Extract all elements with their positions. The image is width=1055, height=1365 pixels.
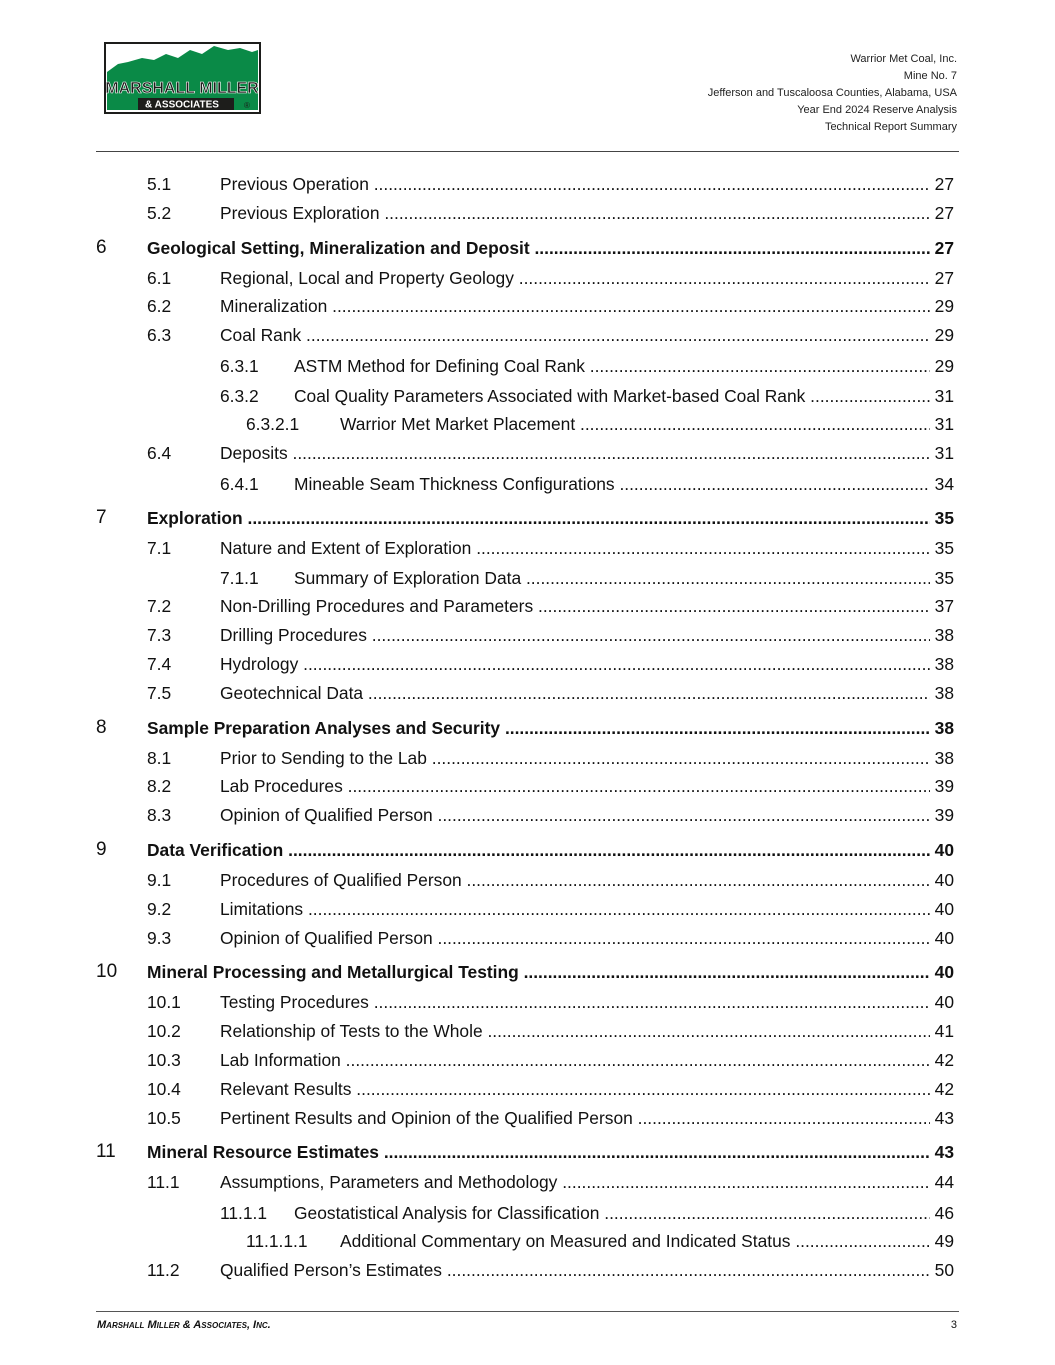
toc-entry-number: 9.3 (147, 927, 172, 948)
toc-entry-number: 11.2 (147, 1259, 180, 1280)
toc-entry-page: 43 (933, 1138, 954, 1166)
toc-entry[interactable] (96, 621, 956, 650)
toc-entry-number: 9.1 (147, 869, 172, 890)
toc-entry-number: 6.1 (147, 267, 172, 288)
toc-entry-number: 7 (96, 506, 107, 528)
toc-entry-title: Coal Quality Parameters Associated with Market-based Coal Rank ..... (294, 382, 930, 410)
toc-entry-title: Opinion of Qualified Person ..... (220, 801, 930, 829)
document-header (708, 51, 957, 136)
toc-entry-page: 31 (933, 410, 954, 438)
toc-entry-number: 6.4.1 (220, 473, 259, 494)
toc-entry-title: Mineral Processing and Metallurgical Testing ..... (147, 958, 930, 986)
toc-entry-number: 6.3.2 (220, 385, 259, 406)
logo-wordmark: MARSHALL MILLER (105, 80, 259, 97)
toc-entry[interactable] (96, 562, 956, 592)
toc-entry-page: 38 (933, 714, 954, 742)
toc-entry-page: 38 (933, 679, 954, 707)
toc-entry-number: 11.1.1 (220, 1203, 268, 1224)
toc-entry-page: 35 (933, 504, 954, 532)
toc-entry-page: 27 (933, 170, 954, 198)
logo-registered-mark: ® (244, 101, 250, 110)
toc-entry-title: Nature and Extent of Exploration ..... (220, 534, 930, 562)
toc-entry[interactable] (96, 650, 956, 679)
toc-entry-title: Mineral Resource Estimates ..... (147, 1138, 930, 1166)
toc-entry-number: 10 (96, 961, 118, 983)
toc-entry-number: 10.4 (147, 1078, 181, 1099)
toc-entry-title: Testing Procedures ..... (220, 988, 930, 1016)
toc-entry-number: 5.1 (147, 174, 172, 194)
toc-entry-page: 38 (933, 744, 954, 772)
toc-entry-title: ASTM Method for Defining Coal Rank ..... (294, 352, 930, 380)
toc-entry[interactable] (96, 708, 956, 744)
toc-entry[interactable] (96, 321, 956, 350)
toc-entry-page: 50 (933, 1256, 954, 1284)
toc-entry-title: Additional Commentary on Measured and Indicated Status ..... (340, 1227, 930, 1255)
toc-entry-number: 10.5 (147, 1107, 181, 1128)
toc-entry-title: Assumptions, Parameters and Methodology ..... (220, 1168, 930, 1196)
toc-entry-title: Prior to Sending to the Lab ..... (220, 744, 930, 772)
toc-entry-number: 7.3 (147, 625, 172, 646)
toc-entry-number: 9 (96, 838, 107, 860)
toc-entry-page: 34 (933, 470, 954, 498)
toc-entry-title: Pertinent Results and Opinion of the Qualified Person ..... (220, 1104, 930, 1132)
toc-entry[interactable] (96, 801, 956, 830)
toc-entry[interactable] (96, 744, 956, 773)
toc-entry-title: Summary of Exploration Data ..... (294, 564, 930, 592)
toc-entry-page: 40 (933, 924, 954, 952)
toc-entry-page: 38 (933, 621, 954, 649)
toc-entry[interactable] (96, 439, 956, 468)
toc-entry-number: 10.3 (147, 1049, 181, 1070)
toc-entry-title: Geological Setting, Mineralization and Deposit ..... (147, 234, 930, 262)
toc-entry[interactable] (96, 228, 956, 264)
toc-entry[interactable] (96, 866, 956, 895)
toc-entry[interactable] (96, 1132, 956, 1168)
toc-entry[interactable] (96, 199, 956, 228)
header-analysis: Year End 2024 Reserve Analysis (797, 104, 957, 116)
toc-entry-page: 38 (933, 650, 954, 678)
toc-entry-page: 29 (933, 292, 954, 320)
toc-entry[interactable] (96, 292, 956, 321)
toc-entry-title: Mineralization ..... (220, 292, 930, 320)
toc-entry-title: Mineable Seam Thickness Configurations ..... (294, 470, 930, 498)
toc-entry-number: 7.1.1 (220, 568, 259, 589)
toc-entry-page: 40 (933, 958, 954, 986)
header-company: Warrior Met Coal, Inc. (850, 53, 957, 65)
toc-entry[interactable] (96, 170, 956, 199)
toc-entry[interactable] (96, 1227, 956, 1256)
toc-entry-number: 10.1 (147, 992, 181, 1013)
toc-entry-title: Deposits ..... (220, 439, 930, 467)
toc-entry[interactable] (96, 534, 956, 563)
footer-divider (96, 1311, 959, 1312)
toc-entry[interactable] (96, 1046, 956, 1075)
toc-entry-page: 46 (933, 1199, 954, 1227)
toc-entry-page: 49 (933, 1227, 954, 1255)
toc-entry-title: Geotechnical Data ..... (220, 679, 930, 707)
toc-entry-number: 8.1 (147, 747, 172, 768)
toc-entry-title: Drilling Procedures ..... (220, 621, 930, 649)
toc-entry-page: 31 (933, 382, 954, 410)
toc-entry-title: Qualified Person’s Estimates ..... (220, 1256, 930, 1284)
toc-entry-page: 27 (933, 264, 954, 292)
toc-entry-page: 35 (933, 564, 954, 592)
toc-entry[interactable] (96, 468, 956, 498)
toc-entry-page: 39 (933, 801, 954, 829)
toc-entry-title: Sample Preparation Analyses and Security ..... (147, 714, 930, 742)
toc-entry-page: 41 (933, 1017, 954, 1045)
toc-entry-number: 7.4 (147, 653, 172, 674)
toc-entry-number: 10.2 (147, 1021, 181, 1042)
toc-entry-page: 31 (933, 439, 954, 467)
toc-entry-page: 27 (933, 234, 954, 262)
header-mine: Mine No. 7 (903, 70, 957, 82)
toc-entry-page: 35 (933, 534, 954, 562)
toc-entry-title: Coal Rank ..... (220, 321, 930, 349)
toc-entry-title: Data Verification ..... (147, 836, 930, 864)
toc-entry-page: 43 (933, 1104, 954, 1132)
toc-entry-title: Exploration ..... (147, 504, 930, 532)
table-of-contents (96, 170, 956, 1285)
toc-entry-number: 6.3.1 (220, 355, 259, 376)
toc-entry[interactable] (96, 1197, 956, 1227)
toc-entry[interactable] (96, 988, 956, 1017)
toc-entry-page: 29 (933, 321, 954, 349)
toc-entry[interactable] (96, 1256, 956, 1285)
toc-entry-title: Previous Exploration ..... (220, 199, 930, 227)
toc-entry-page: 40 (933, 895, 954, 923)
toc-entry-title: Warrior Met Market Placement ..... (340, 410, 930, 438)
toc-entry-title: Relationship of Tests to the Whole ..... (220, 1017, 930, 1045)
footer-company: Marshall Miller & Associates, Inc. (97, 1319, 271, 1331)
toc-entry-page: 40 (933, 866, 954, 894)
toc-entry[interactable] (96, 498, 956, 534)
toc-entry[interactable] (96, 410, 956, 439)
toc-entry[interactable] (96, 592, 956, 621)
toc-entry-title: Limitations ..... (220, 895, 930, 923)
toc-entry[interactable] (96, 350, 956, 380)
toc-entry-number: 11.1.1.1 (246, 1231, 308, 1252)
toc-entry-title: Hydrology ..... (220, 650, 930, 678)
toc-entry[interactable] (96, 895, 956, 924)
toc-entry-title: Previous Operation ..... (220, 170, 930, 198)
toc-entry-page: 37 (933, 592, 954, 620)
toc-entry-number: 6.2 (147, 296, 172, 317)
header-report-type: Technical Report Summary (824, 121, 957, 133)
toc-entry-number: 5.2 (147, 202, 172, 223)
header-divider (96, 151, 959, 152)
toc-entry-number: 7.1 (147, 537, 172, 558)
toc-entry-page: 42 (933, 1075, 954, 1103)
company-logo (104, 42, 261, 114)
footer-page-number: 3 (950, 1319, 957, 1331)
toc-entry-number: 11 (96, 1141, 116, 1163)
toc-entry-number: 6 (96, 236, 107, 258)
toc-entry[interactable] (96, 380, 956, 410)
header-location: Jefferson and Tuscaloosa Counties, Alabama, USA (707, 87, 957, 99)
toc-entry-title: Lab Information ..... (220, 1046, 930, 1074)
toc-entry-title: Regional, Local and Property Geology ..... (220, 264, 930, 292)
toc-entry-number: 6.3.2.1 (246, 413, 300, 434)
toc-entry-page: 40 (933, 988, 954, 1016)
toc-entry-page: 42 (933, 1046, 954, 1074)
toc-entry[interactable] (96, 952, 956, 988)
toc-entry-number: 8 (96, 716, 107, 738)
toc-entry-page: 39 (933, 772, 954, 800)
toc-entry-page: 40 (933, 836, 954, 864)
toc-entry[interactable] (96, 1104, 956, 1133)
toc-entry-page: 44 (933, 1168, 954, 1196)
toc-entry[interactable] (96, 679, 956, 708)
toc-entry-title: Geostatistical Analysis for Classification ..... (294, 1199, 930, 1227)
toc-entry-number: 6.4 (147, 442, 172, 463)
toc-entry-number: 11.1 (147, 1172, 180, 1193)
toc-entry-title: Relevant Results ..... (220, 1075, 930, 1103)
toc-entry[interactable] (96, 1075, 956, 1104)
toc-entry-number: 7.2 (147, 596, 172, 617)
toc-entry-page: 27 (933, 199, 954, 227)
toc-entry-title: Opinion of Qualified Person ..... (220, 924, 930, 952)
toc-entry-number: 8.3 (147, 805, 172, 826)
logo-subtitle: & ASSOCIATES (145, 99, 219, 111)
toc-entry-number: 6.3 (147, 325, 172, 346)
toc-entry-number: 7.5 (147, 682, 172, 703)
toc-entry-number: 8.2 (147, 776, 172, 797)
toc-entry[interactable] (96, 1168, 956, 1197)
toc-entry[interactable] (96, 924, 956, 953)
toc-entry-title: Lab Procedures ..... (220, 772, 930, 800)
toc-entry[interactable] (96, 830, 956, 866)
toc-entry-title: Procedures of Qualified Person ..... (220, 866, 930, 894)
toc-entry-page: 29 (933, 352, 954, 380)
toc-entry[interactable] (96, 772, 956, 801)
toc-entry[interactable] (96, 1017, 956, 1046)
toc-entry[interactable] (96, 264, 956, 293)
toc-entry-title: Non-Drilling Procedures and Parameters ..... (220, 592, 930, 620)
toc-entry-number: 9.2 (147, 898, 172, 919)
